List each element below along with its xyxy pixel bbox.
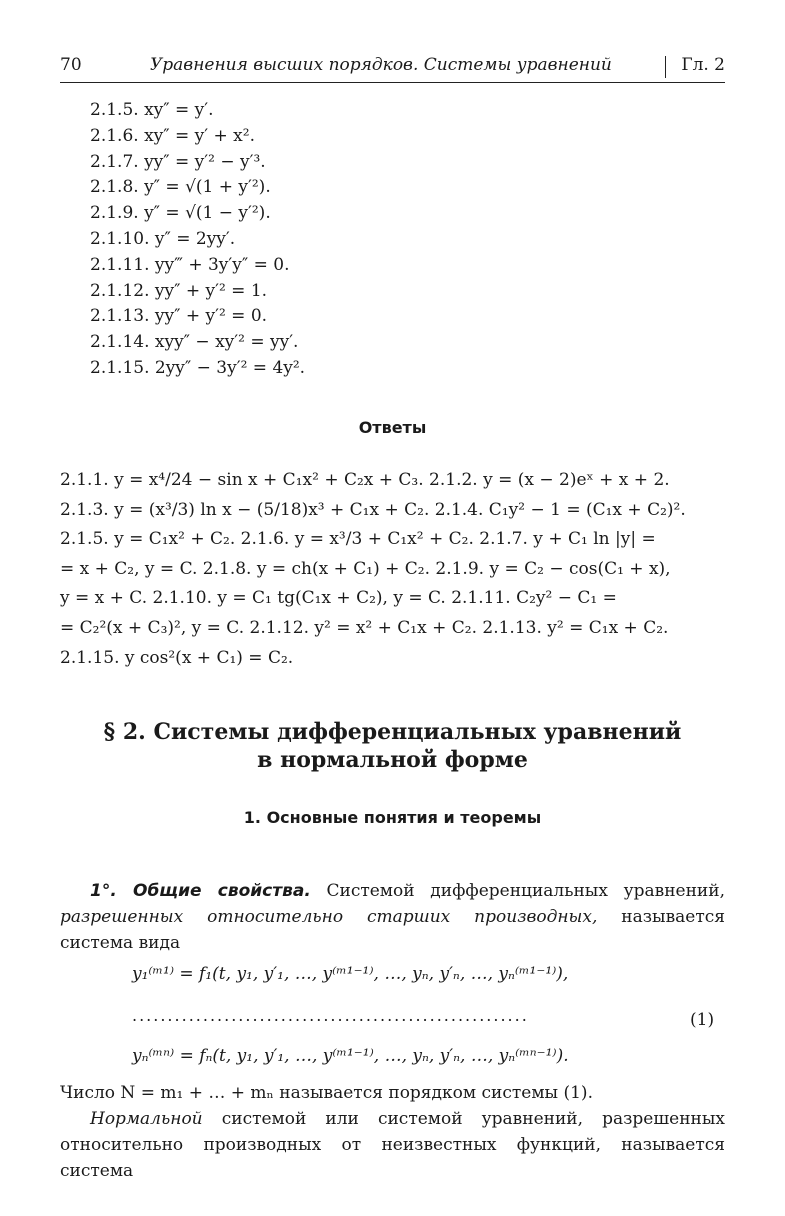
paragraph-text: называется система вида — [60, 907, 725, 953]
paragraph-text: системой или системой уравнений, разрешенных относительно производных от неизвестных функций, называется система — [60, 1109, 725, 1181]
section-title-line2: в нормальной форме — [257, 747, 528, 773]
answer-line: = C₂²(x + C₃)², y = C. 2.1.12. y² = x² + C₁x + C₂. 2.1.13. y² = C₁x + C₂. — [60, 617, 669, 638]
paragraph-general-properties — [60, 878, 725, 956]
paragraph-italic: разрешенных относительно старших производных, — [60, 907, 598, 927]
problem-item: 2.1.11. yy‴ + 3y′y″ = 0. — [90, 254, 290, 275]
problem-item: 2.1.10. y″ = 2yy′. — [90, 228, 236, 249]
answer-line: 2.1.1. y = x⁴/24 − sin x + C₁x² + C₂x + C₃. 2.1.2. y = (x − 2)eˣ + x + 2. — [60, 470, 670, 490]
paragraph-lead: 1°. Общие свойства. — [90, 881, 311, 901]
problem-item: 2.1.14. xyy″ − xy′² = yy′. — [90, 332, 299, 353]
problem-item: 2.1.7. yy″ = y′² − y′³. — [90, 151, 266, 172]
answers-block — [60, 466, 725, 673]
subsection-title: 1. Основные понятия и теоремы — [243, 808, 542, 827]
header-bracket — [665, 56, 666, 78]
answer-line: 2.1.15. y cos²(x + C₁) = C₂. — [60, 647, 294, 668]
problem-list — [90, 98, 305, 382]
problem-item: 2.1.13. yy″ + y′² = 0. — [90, 306, 268, 327]
answer-line: y = x + C. 2.1.10. y = C₁ tg(C₁x + C₂), y = C. 2.1.11. C₂y² − C₁ = — [60, 588, 617, 609]
page-number: 70 — [60, 55, 82, 75]
paragraph-system-order: Число N = m₁ + … + mₙ называется порядком системы (1). — [60, 1083, 593, 1103]
running-head — [60, 55, 725, 81]
problem-item: 2.1.12. yy″ + y′² = 1. — [90, 280, 268, 301]
equation-line-1: y₁⁽ᵐ¹⁾ = f₁(t, y₁, y′₁, …, y⁽ᵐ¹⁻¹⁾, …, yₙ, y′ₙ, …, yₙ⁽ᵐ¹⁻¹⁾), — [132, 964, 569, 984]
equation-number: (1) — [690, 1010, 715, 1030]
chapter-label: Гл. 2 — [681, 55, 725, 75]
section-title-line1: § 2. Системы дифференциальных уравнений — [103, 719, 682, 745]
running-title: Уравнения высших порядков. Системы уравнений — [150, 55, 612, 75]
paragraph-italic: Нормальной — [90, 1109, 203, 1129]
problem-item: 2.1.6. xy″ = y′ + x². — [90, 125, 255, 146]
answer-line: 2.1.3. y = (x³/3) ln x − (5/18)x³ + C₁x + C₂. 2.1.4. C₁y² − 1 = (C₁x + C₂)². — [60, 499, 686, 520]
problem-item: 2.1.5. xy″ = y′. — [90, 100, 214, 120]
paragraph-normal-system — [60, 1106, 725, 1184]
paragraph-text: Системой дифференциальных уравнений, — [310, 881, 725, 901]
problem-item: 2.1.9. y″ = √(1 − y′²). — [90, 203, 271, 224]
problem-item: 2.1.8. y″ = √(1 + y′²). — [90, 177, 271, 198]
answers-heading: Ответы — [358, 418, 427, 437]
equation-dots: ........................................................ — [132, 1006, 529, 1025]
answer-line: 2.1.5. y = C₁x² + C₂. 2.1.6. y = x³/3 + C₁x² + C₂. 2.1.7. y + C₁ ln |y| = — [60, 529, 656, 550]
section-title — [0, 718, 785, 774]
equation-line-2: yₙ⁽ᵐⁿ⁾ = fₙ(t, y₁, y′₁, …, y⁽ᵐ¹⁻¹⁾, …, yₙ, y′ₙ, …, yₙ⁽ᵐⁿ⁻¹⁾). — [132, 1046, 569, 1066]
header-rule — [60, 82, 725, 83]
problem-item: 2.1.15. 2yy″ − 3y′² = 4y². — [90, 357, 306, 378]
answer-line: = x + C₂, y = C. 2.1.8. y = ch(x + C₁) + C₂. 2.1.9. y = C₂ − cos(C₁ + x), — [60, 558, 671, 579]
